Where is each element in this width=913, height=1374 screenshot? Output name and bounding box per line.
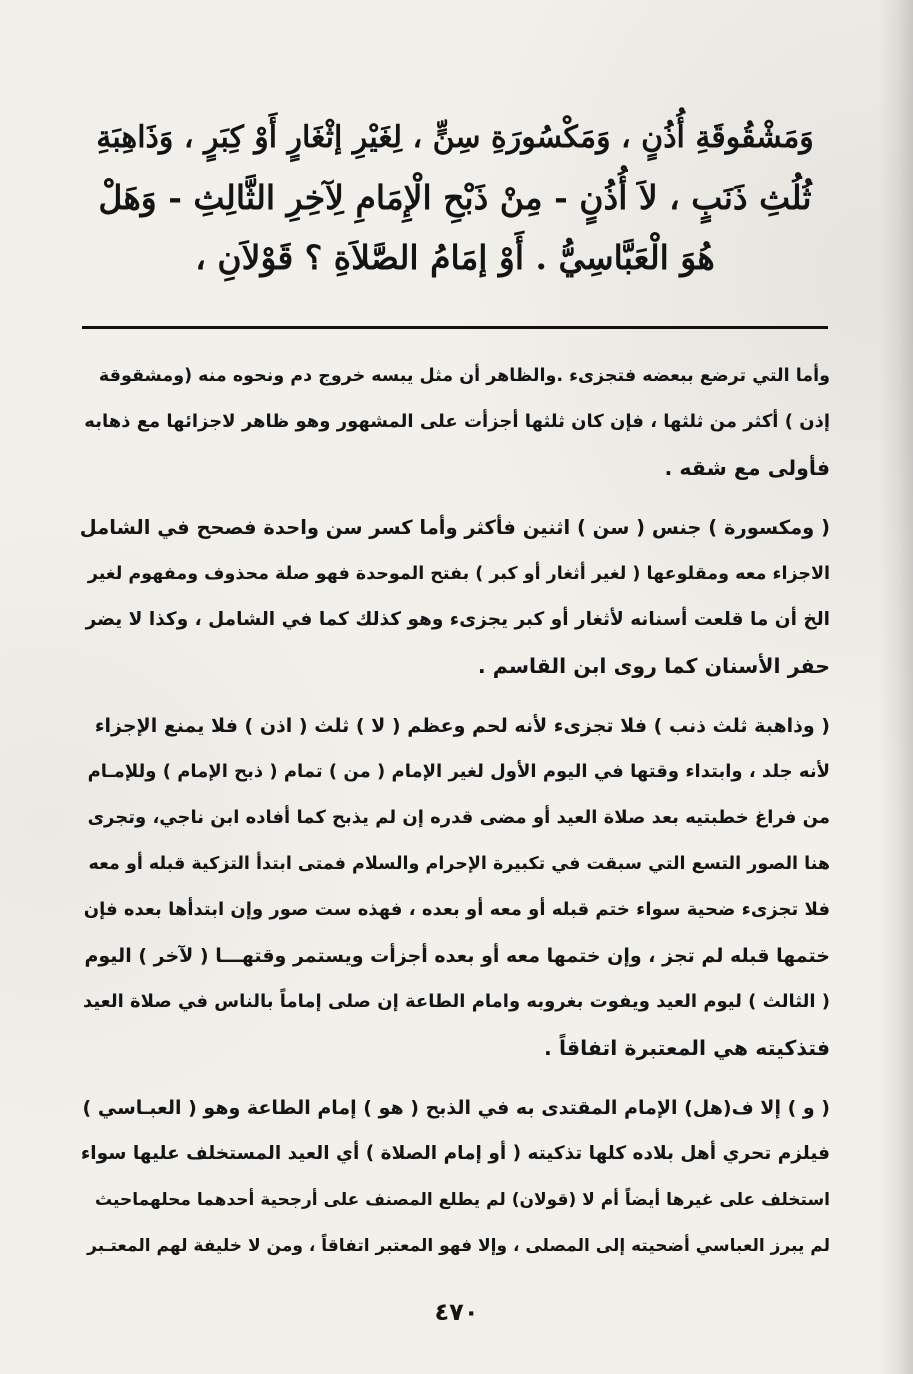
sharh-line: ختمها قبله لم تجز ، وإن ختمها معه أو بعده أجزأت ويستمر وقتهـــا ( لآخر ) اليوم bbox=[84, 945, 830, 967]
sharh-line: فيلزم تحري أهل بلاده كلها تذكيته ( أو إمام الصلاة ) أي العيد المستخلف عليها سواء bbox=[80, 1143, 830, 1164]
matn-line: هُوَ الْعَبَّاسِيُّ . أَوْ إمَامُ الصَّلاَةِ ؟ قَوْلاَنِ ، bbox=[195, 238, 715, 277]
sharh-line: ( وذاهبة ثلث ذنب ) فلا تجزىء لأنه لحم وعظم ( لا ) ثلث ( اذن ) فلا يمنع الإجزاء bbox=[94, 715, 830, 737]
sharh-line: فأولى مع شقه . bbox=[664, 456, 830, 480]
sharh-line: لم يبرز العباسي أضحيته إلى المصلى ، وإلا فهو المعتبر اتفاقاً ، ومن لا خليفة لهم المعتـبر bbox=[87, 1236, 830, 1256]
sharh-line: حفر الأسنان كما روى ابن القاسم . bbox=[477, 654, 830, 678]
page-edge-shadow bbox=[879, 0, 913, 1374]
sharh-paragraph-1 bbox=[80, 353, 830, 491]
separator-rule bbox=[82, 326, 828, 329]
matn-line: ثُلُثِ ذَنَبٍ ، لاَ أُذُنٍ - مِنْ ذَبْحِ الْإِمَامِ لِآخِرِ الثَّالِثِ - وَهَلْ bbox=[98, 178, 812, 217]
sharh-paragraph-4 bbox=[80, 1085, 830, 1269]
sharh-line: إذن ) أكثر من ثلثها ، فإن كان ثلثها أجزأت على المشهور وهو ظاهر لاجزائها مع ذهابه bbox=[84, 411, 830, 432]
sharh-line: ( الثالث ) ليوم العيد ويفوت بغروبه وامام الطاعة إن صلى إماماً بالناس في صلاة العيد bbox=[82, 991, 830, 1012]
sharh-paragraph-3 bbox=[80, 703, 830, 1071]
sharh-line: فلا تجزىء ضحية سواء ختم قبله أو معه أو بعده ، فهذه ست صور وإن ابتدأها بعده فإن bbox=[83, 899, 830, 920]
sharh-line: من فراغ خطبتيه بعد صلاة العيد أو مضى قدره إن لم يذبح كما أفاده ابن ناجي، وتجرى bbox=[87, 807, 830, 828]
sharh-line: ( و ) إلا ف(هل) الإمام المقتدى به في الذبح ( هو ) إمام الطاعة وهو ( العبـاسي ) bbox=[82, 1097, 830, 1119]
sharh-line: وأما التي ترضع ببعضه فتجزىء .والظاهر أن مثل يبسه خروج دم ونحوه منه (ومشقوقة bbox=[98, 366, 830, 386]
matn-line: وَمَشْقُوقَةِ أُذُنٍ ، وَمَكْسُورَةِ سِنٍّ ، لِغَيْرِ إثْغَارٍ أَوْ كِبَرٍ ، وَذَاهِبَةِ bbox=[96, 120, 814, 155]
sharh-block bbox=[80, 353, 830, 1269]
sharh-line: الاجزاء معه ومقلوعها ( لغير أثغار أو كبر ) بفتح الموحدة فهو صلة محذوف ومفهوم لغير bbox=[87, 564, 830, 584]
sharh-line: استخلف على غيرها أيضاً أم لا (قولان) لم يطلع المصنف على أرجحية أحدهما محلهماحيث bbox=[95, 1190, 830, 1210]
sharh-line: هنا الصور التسع التي سبقت في تكبيرة الإحرام والسلام فمتى ابتدأ التزكية قبله أو معه bbox=[88, 854, 830, 874]
sharh-paragraph-2 bbox=[80, 505, 830, 689]
sharh-line: لأنه جلد ، وابتداء وقتها في اليوم الأول لغير الإمام ( من ) تمام ( ذبح الإمام ) وللإمـام bbox=[87, 761, 830, 782]
sharh-line: فتذكيته هي المعتبرة اتفاقاً . bbox=[544, 1036, 830, 1060]
sharh-line: ( ومكسورة ) جنس ( سن ) اثنين فأكثر وأما كسر سن واحدة فصحح في الشامل bbox=[80, 516, 830, 539]
page-number: ٤٧٠ bbox=[434, 1298, 479, 1326]
sharh-line: الخ أن ما قلعت أسنانه لأثغار أو كبر يجزىء وهو كذلك كما في الشامل ، وكذا لا يضر bbox=[85, 609, 830, 630]
matn-block bbox=[95, 108, 815, 288]
